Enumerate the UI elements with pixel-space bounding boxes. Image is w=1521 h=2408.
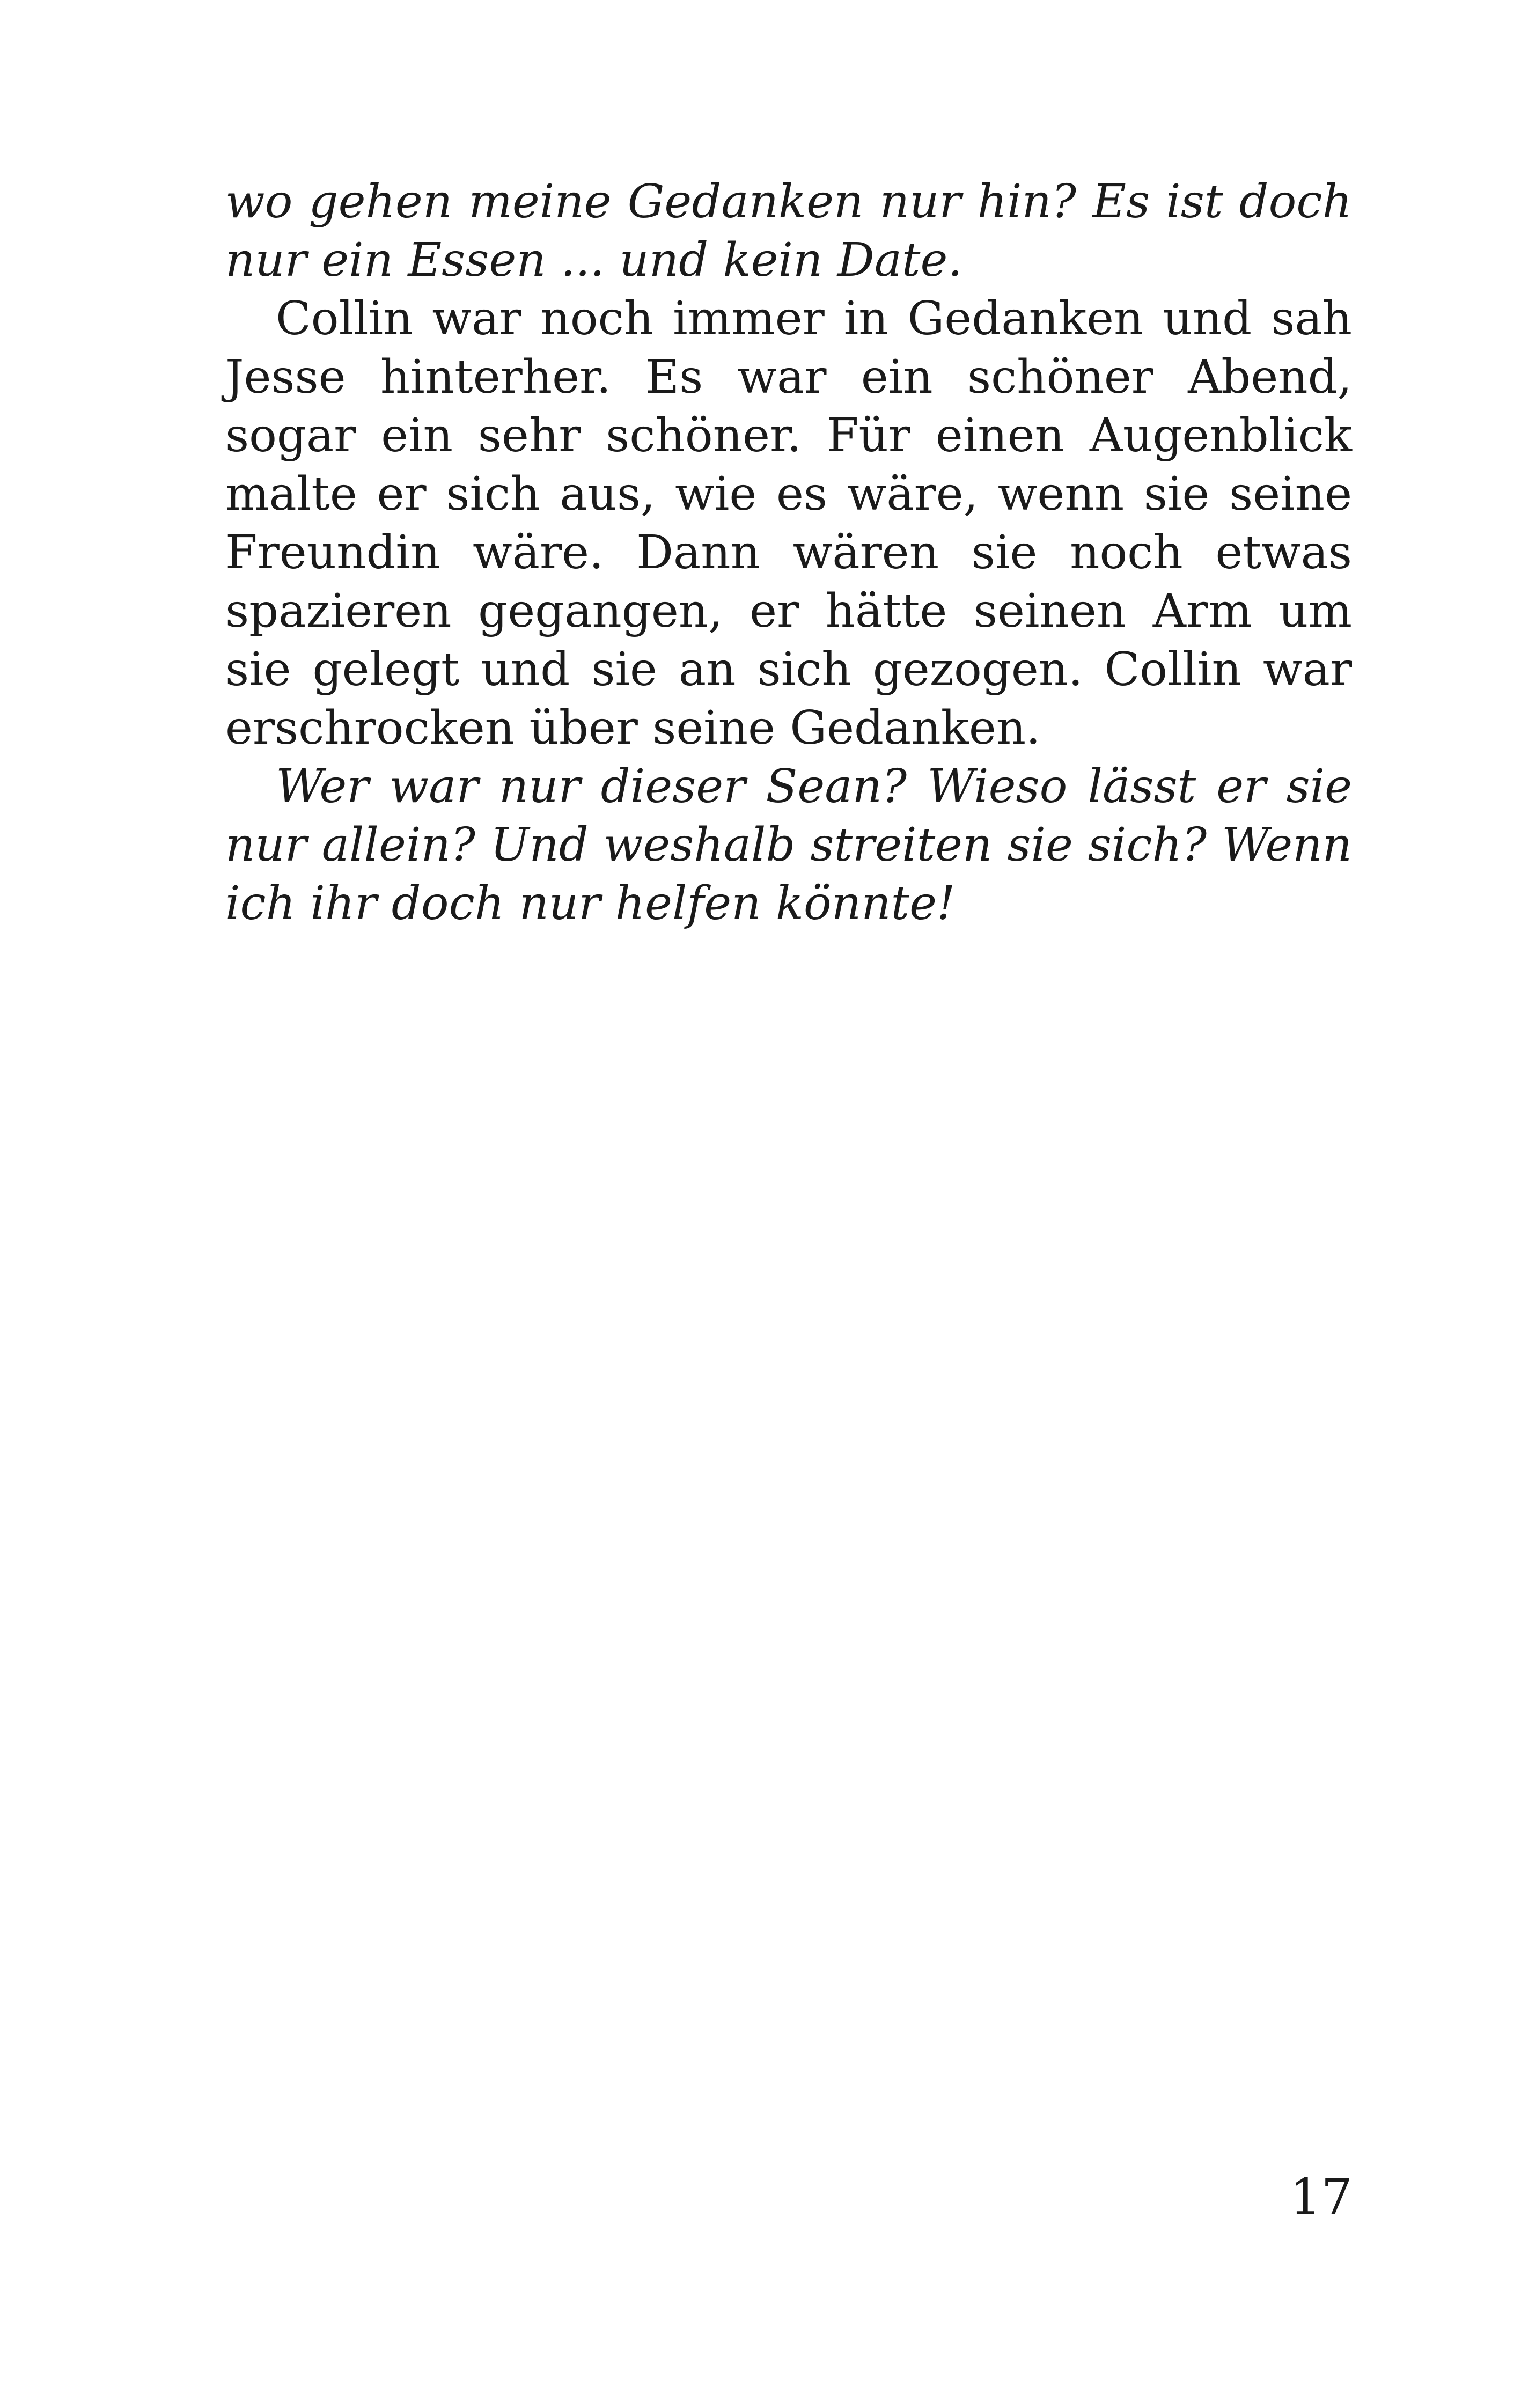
page-number: 17: [1289, 2168, 1353, 2226]
paragraph-thought-continuation: wo gehen meine Gedanken nur hin? Es ist doch nur ein Essen ... und kein Date.: [225, 175, 1352, 287]
body-text: [225, 173, 1352, 933]
paragraph-narration: Collin war noch immer in Gedanken und sah Jesse hinterher. Es war ein schöner Abend, sogar ein sehr schöner. Für einen Augenblick malte er sich aus, wie es wäre, wenn sie seine Freundin wäre. Dann wären sie noch etwas spazieren gegangen, er hätte seinen Arm um sie gelegt und sie an sich gezogen. Collin war erschrocken über seine Gedanken.: [225, 292, 1352, 755]
paragraph-thought-questions: Wer war nur dieser Sean? Wieso lässt er sie nur allein? Und weshalb streiten sie sich? Wenn ich ihr doch nur helfen könnte!: [225, 760, 1352, 930]
